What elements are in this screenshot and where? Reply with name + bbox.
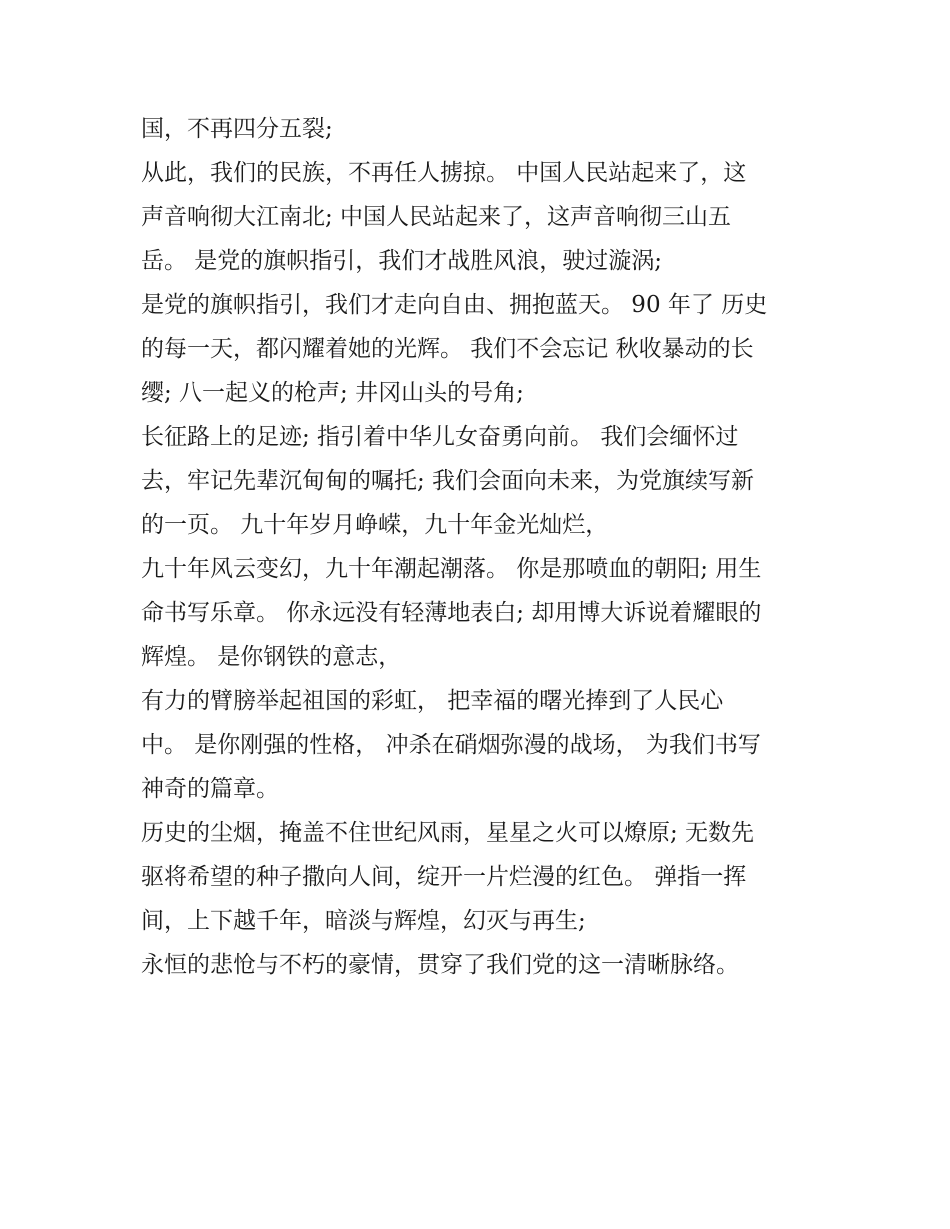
text-line: 神奇的篇章。 (141, 776, 279, 802)
text-line: 声音响彻大江南北; 中国人民站起来了，这声音响彻三山五 (141, 204, 732, 230)
text-line: 是党的旗帜指引，我们才走向自由、拥抱蓝天。 90 年了 历史 (141, 292, 768, 318)
text-line: 辉煌。 是你钢铁的意志， (141, 644, 402, 670)
text-line: 从此，我们的民族，不再任人掳掠。 中国人民站起来了，这 (141, 160, 747, 186)
text-line: 去，牢记先辈沉甸甸的嘱托; 我们会面向未来，为党旗续写新 (141, 468, 755, 494)
text-line: 缨; 八一起义的枪声; 井冈山头的号角; (141, 380, 524, 406)
text-line: 永恒的悲怆与不朽的豪情，贯穿了我们党的这一清晰脉络。 (141, 952, 739, 978)
text-line: 历史的尘烟，掩盖不住世纪风雨，星星之火可以燎原; 无数先 (141, 820, 755, 846)
text-line: 中。 是你刚强的性格， 冲杀在硝烟弥漫的战场， 为我们书写 (141, 732, 761, 758)
text-line: 的一页。 九十年岁月峥嵘，九十年金光灿烂， (141, 512, 609, 538)
body-text (141, 107, 831, 987)
text-line: 的每一天，都闪耀着她的光辉。 我们不会忘记 秋收暴动的长 (141, 336, 754, 362)
text-line: 驱将希望的种子撒向人间，绽开一片烂漫的红色。 弹指一挥 (141, 864, 747, 890)
text-line: 间，上下越千年，暗淡与辉煌，幻灭与再生; (141, 908, 586, 934)
text-line: 长征路上的足迹; 指引着中华儿女奋勇向前。 我们会缅怀过 (141, 424, 739, 450)
text-line: 岳。 是党的旗帜指引，我们才战胜风浪，驶过漩涡; (141, 248, 663, 274)
text-line: 国，不再四分五裂; (141, 116, 333, 142)
text-line: 命书写乐章。 你永远没有轻薄地表白; 却用博大诉说着耀眼的 (141, 600, 762, 626)
text-line: 有力的臂膀举起祖国的彩虹， 把幸福的曙光捧到了人民心 (141, 688, 724, 714)
text-line: 九十年风云变幻，九十年潮起潮落。 你是那喷血的朝阳; 用生 (141, 556, 762, 582)
